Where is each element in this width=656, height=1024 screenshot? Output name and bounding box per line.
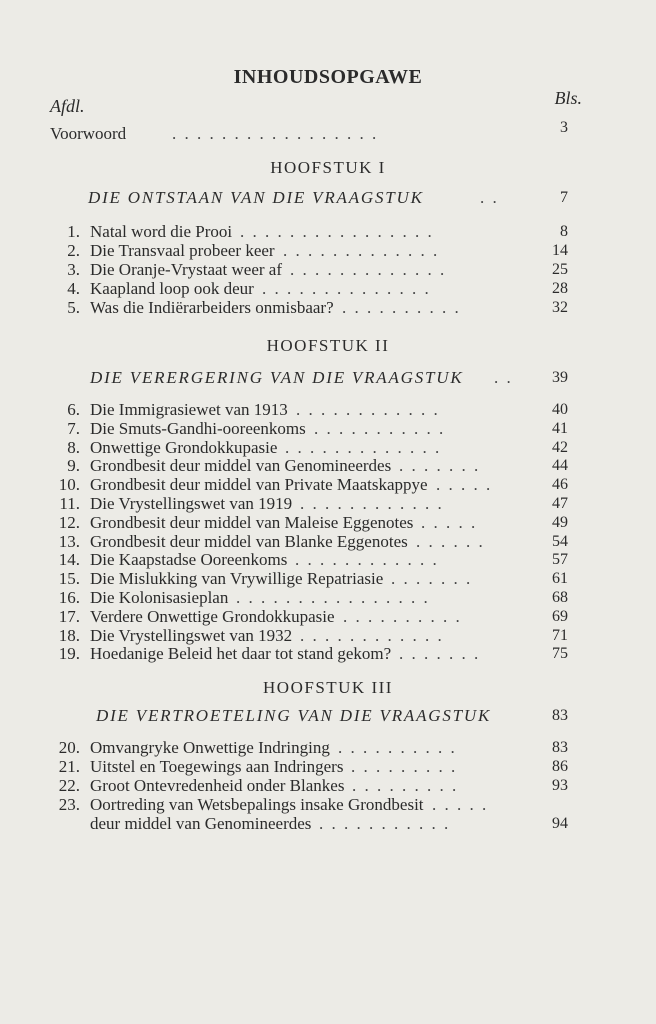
- toc-entry-number: 7.: [67, 418, 80, 438]
- chapter-subtitle-row-3[interactable]: [0, 706, 656, 726]
- toc-entry[interactable]: [0, 588, 656, 608]
- toc-entry-page: 75: [552, 645, 568, 663]
- toc-entry-title: Die Kolonisasieplan: [90, 588, 229, 607]
- toc-entry-title: Uitstel en Toegewings aan Indringers: [90, 757, 344, 776]
- leader-dots: . . . . . . . . . . . .: [295, 550, 439, 570]
- toc-entry-page: 71: [552, 626, 568, 644]
- toc-entry-number: 5.: [67, 298, 80, 317]
- toc-entry-title: Kaapland loop ook deur: [90, 279, 254, 298]
- section-column-header: Afdl.: [50, 96, 85, 116]
- leader-dots: . . . . .: [421, 512, 478, 532]
- leader-dots: . . . . . . . . .: [351, 757, 458, 776]
- chapter-subtitle: DIE VERTROETELING VAN DIE VRAAGSTUK: [96, 706, 492, 725]
- toc-entry-page: 57: [552, 551, 568, 569]
- toc-entry-number: 10.: [58, 475, 80, 495]
- toc-entry-title: Oortreding van Wetsbepalings insake Grondbesit: [90, 795, 424, 814]
- toc-entry-title: Die Vrystellingswet van 1919: [90, 494, 293, 513]
- leader-dots: . .: [494, 368, 513, 387]
- toc-entry[interactable]: [0, 513, 656, 533]
- toc-entry-title: Die Smuts-Gandhi-ooreenkoms: [90, 418, 306, 438]
- leader-dots: . . . . . . . . . . .: [314, 418, 446, 438]
- toc-entry-title: Hoedanige Beleid het daar tot stand gekom?: [90, 644, 392, 664]
- toc-entry-title: Die Oranje-Vrystaat weer af: [90, 260, 283, 279]
- toc-entry-number: 17.: [58, 606, 80, 626]
- toc-entry-page: 68: [552, 589, 568, 606]
- toc-entry-title: Onwettige Grondokkupasie: [90, 437, 278, 457]
- toc-entry-number: 22.: [58, 776, 80, 795]
- leader-dots: . . . . . . . . . . . . . .: [262, 279, 431, 298]
- leader-dots: . . . . . . . . . .: [342, 298, 461, 317]
- toc-entry-page: 32: [552, 299, 568, 316]
- toc-entry[interactable]: [0, 400, 656, 420]
- toc-entry-number: 9.: [67, 456, 80, 476]
- toc-entry-number: 1.: [67, 222, 80, 241]
- toc-entry[interactable]: [0, 757, 656, 777]
- chapter-subtitle: DIE VERERGERING VAN DIE VRAAGSTUK: [90, 368, 464, 387]
- toc-entry-title: Die Vrystellingswet van 1932: [90, 625, 293, 645]
- toc-entry-page: 83: [552, 739, 568, 756]
- toc-entry-number: 13.: [58, 531, 80, 551]
- leader-dots: . . . . .: [436, 475, 493, 495]
- toc-entry[interactable]: [0, 260, 656, 280]
- toc-entry[interactable]: [0, 569, 656, 589]
- leader-dots: . . . . . . . . . . . . .: [285, 437, 442, 457]
- toc-entry-title: Die Kaapstadse Ooreenkoms: [90, 550, 288, 570]
- leader-dots: . . . . . . .: [399, 456, 481, 476]
- toc-entry-number: 11.: [59, 494, 80, 513]
- toc-entry-page: 3: [560, 119, 568, 136]
- toc-entry-page: 39: [552, 369, 568, 386]
- leader-dots: . . . . . . . . . .: [338, 738, 457, 757]
- toc-entry-page: 41: [552, 419, 568, 437]
- toc-entry-title: Grondbesit deur middel van Maleise Eggenotes: [90, 512, 414, 532]
- toc-entry[interactable]: [0, 626, 656, 646]
- toc-entry[interactable]: [0, 494, 656, 514]
- toc-entry-title: Grondbesit deur middel van Blanke Eggenotes: [90, 531, 408, 551]
- toc-entry[interactable]: [0, 298, 656, 318]
- leader-dots: . . . . . . . . . . . . . . . .: [240, 222, 434, 241]
- toc-entry-number: 6.: [67, 400, 80, 419]
- leader-dots: . . . . . . . . . . .: [319, 814, 451, 833]
- toc-entry-title: Omvangryke Onwettige Indringing: [90, 738, 330, 757]
- page-title: INHOUDSOPGAWE: [233, 66, 423, 88]
- toc-entry[interactable]: [0, 438, 656, 458]
- chapter-subtitle: DIE ONTSTAAN VAN DIE VRAAGSTUK: [88, 188, 424, 207]
- chapter-heading-2: HOOFSTUK II: [266, 336, 390, 355]
- toc-entry-page: 61: [552, 570, 568, 588]
- leader-dots: . . . . .: [432, 795, 489, 814]
- toc-entry-page: 40: [552, 401, 568, 418]
- toc-entry-page: 42: [552, 438, 568, 456]
- toc-entry-page: 44: [552, 457, 568, 475]
- toc-entry-page: 14: [552, 242, 568, 259]
- toc-entry[interactable]: [0, 795, 656, 815]
- toc-entry[interactable]: [0, 644, 656, 664]
- toc-entry-number: 18.: [58, 625, 80, 645]
- toc-entry-page: 7: [560, 189, 568, 206]
- toc-entry-page: 86: [552, 758, 568, 775]
- leader-dots: . . . . . . . . .: [352, 776, 459, 795]
- toc-entry[interactable]: [0, 532, 656, 552]
- toc-entry-title: Verdere Onwettige Grondokkupasie: [90, 606, 335, 626]
- leader-dots: . . . . . .: [416, 531, 485, 551]
- toc-entry[interactable]: [0, 222, 656, 242]
- toc-entry[interactable]: [0, 279, 656, 299]
- leader-dots: . . . . . . .: [399, 644, 481, 664]
- toc-entry-number: 14.: [58, 550, 80, 570]
- toc-entry-title: Die Transvaal probeer keer: [90, 241, 275, 260]
- toc-entry-number: 16.: [58, 588, 80, 607]
- toc-entry-title: Grondbesit deur middel van Private Maatskappye: [90, 475, 428, 495]
- toc-entry-title: Grondbesit deur middel van Genomineerdes: [90, 456, 392, 476]
- toc-entry-title: Die Immigrasiewet van 1913: [90, 400, 288, 419]
- toc-entry-number: 21.: [58, 757, 80, 776]
- page-column-header: Bls.: [554, 88, 582, 108]
- toc-entry-number: 23.: [58, 795, 80, 814]
- toc-entry[interactable]: [0, 776, 656, 796]
- toc-entry-number: 20.: [58, 738, 80, 757]
- toc-entry-title: Natal word die Prooi: [90, 222, 233, 241]
- toc-entry-number: 19.: [58, 644, 80, 664]
- toc-entry-page: 25: [552, 261, 568, 278]
- toc-entry-label: Voorwoord: [50, 124, 127, 143]
- toc-entry-page: 49: [552, 513, 568, 531]
- toc-entry-page: 46: [552, 476, 568, 494]
- leader-dots: . . . . . . . . . .: [343, 606, 462, 626]
- chapter-heading-1: HOOFSTUK I: [270, 158, 386, 177]
- toc-entry[interactable]: [0, 456, 656, 476]
- toc-entry-title: Die Mislukking van Vrywillige Repatriasie: [90, 569, 384, 589]
- chapter-heading-3: HOOFSTUK III: [263, 678, 393, 697]
- toc-entry[interactable]: [0, 550, 656, 570]
- chapter-subtitle-row-1[interactable]: [0, 188, 656, 208]
- toc-entry-title: Groot Ontevredenheid onder Blankes: [90, 776, 345, 795]
- toc-entry[interactable]: [0, 607, 656, 627]
- toc-entry[interactable]: [0, 475, 656, 495]
- leader-dots: . . . . . . .: [391, 569, 473, 589]
- toc-entry-number: 4.: [67, 279, 80, 298]
- toc-entry-page: 69: [552, 607, 568, 625]
- toc-entry[interactable]: [0, 419, 656, 439]
- toc-entry-number: 2.: [67, 241, 80, 260]
- chapter-subtitle-row-2[interactable]: [0, 368, 656, 388]
- leader-dots: . . . . . . . . . . . . . . . .: [236, 588, 430, 607]
- toc-entry-foreword[interactable]: [0, 119, 656, 144]
- leader-dots: . . . . . . . . . . . .: [300, 494, 444, 513]
- leader-dots: . . . . . . . . . . . .: [300, 625, 444, 645]
- toc-entry[interactable]: [0, 241, 656, 261]
- leader-dots: . . . . . . . . . . . . .: [290, 260, 447, 279]
- leader-dots: . . . . . . . . . . . . . . . . .: [172, 124, 379, 143]
- toc-entry[interactable]: [0, 814, 656, 834]
- toc-entry-title: deur middel van Genomineerdes: [90, 814, 312, 833]
- toc-entry-page: 94: [552, 815, 568, 832]
- leader-dots: . . . . . . . . . . . .: [296, 400, 440, 419]
- toc-entry-number: 8.: [67, 437, 80, 457]
- toc-entry-number: 3.: [67, 260, 80, 279]
- toc-entry-number: 12.: [58, 512, 80, 532]
- toc-entry-number: 15.: [58, 569, 80, 589]
- leader-dots: . . . . . . . . . . . . .: [283, 241, 440, 260]
- toc-entry-page: 8: [560, 223, 568, 240]
- toc-entry-page: 28: [552, 280, 568, 297]
- toc-entry-page: 93: [552, 777, 568, 794]
- leader-dots: . .: [480, 188, 499, 207]
- toc-entry[interactable]: [0, 738, 656, 758]
- toc-entry-title: Was die Indiërarbeiders onmisbaar?: [90, 298, 334, 317]
- toc-entry-page: 47: [552, 495, 568, 512]
- toc-entry-page: 54: [552, 532, 568, 550]
- toc-entry-page: 83: [552, 707, 568, 724]
